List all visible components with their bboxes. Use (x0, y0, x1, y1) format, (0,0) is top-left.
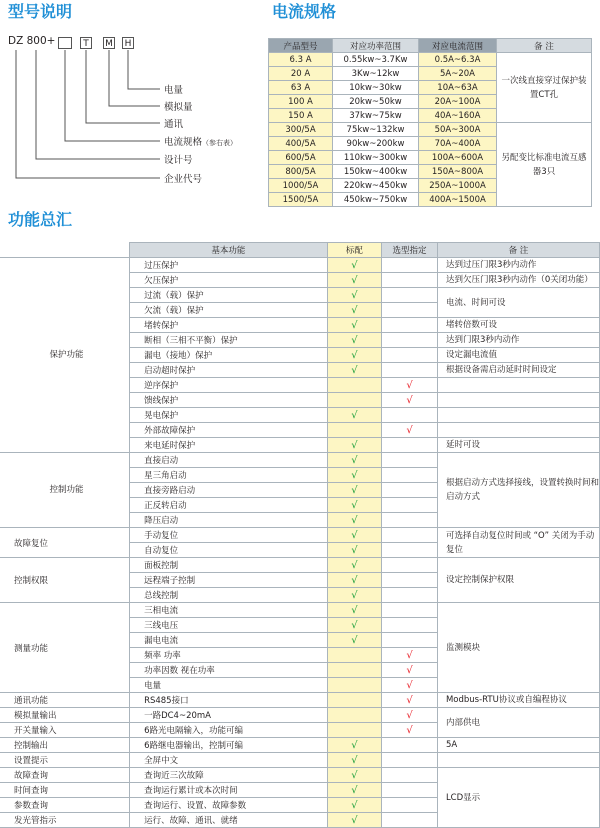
category-parameter-query: 参数查询 (0, 798, 130, 813)
function-name: 欠压保护 (130, 273, 328, 288)
optional-cell (382, 558, 438, 573)
model-label-communication: 通讯 (164, 119, 184, 130)
standard-check-icon: √ (327, 438, 381, 453)
optional-cell (382, 483, 438, 498)
function-row (0, 258, 600, 273)
spec-note-ct: 另配变比标准电流互感器3只 (497, 123, 592, 207)
function-name: 查询近三次故障 (130, 768, 328, 783)
function-note: 监测模块 (437, 603, 599, 693)
function-note-empty (437, 753, 599, 768)
spec-body (269, 53, 592, 207)
function-note: 5A (437, 738, 599, 753)
function-name: 自动复位 (130, 543, 328, 558)
standard-check-icon: √ (327, 468, 381, 483)
standard-check-icon: √ (327, 738, 381, 753)
function-name: 查询运行、设置、故障参数 (130, 798, 328, 813)
spec-cell-current: 100A~600A (419, 151, 497, 165)
function-note: 根据设备需启动延时时间设定 (437, 363, 599, 378)
function-name: 过流（载）保护 (130, 288, 328, 303)
spec-cell-current: 40A~160A (419, 109, 497, 123)
optional-check-icon: √ (382, 393, 438, 408)
function-name: 降压启动 (130, 513, 328, 528)
model-code-connector-lines (0, 0, 260, 200)
optional-cell (382, 363, 438, 378)
optional-check-icon: √ (382, 378, 438, 393)
function-note-empty (437, 393, 599, 408)
model-heading: 型号说明 (8, 2, 73, 21)
optional-cell (382, 438, 438, 453)
optional-cell (382, 588, 438, 603)
spec-cell-power: 220kw~450kw (333, 179, 419, 193)
optional-cell (382, 633, 438, 648)
optional-cell (382, 318, 438, 333)
spec-cell-model: 400/5A (269, 137, 333, 151)
function-name: 三相电流 (130, 603, 328, 618)
spec-cell-model: 300/5A (269, 123, 333, 137)
optional-cell (382, 753, 438, 768)
function-name: 启动超时保护 (130, 363, 328, 378)
category-fault-reset: 故障复位 (0, 528, 130, 558)
spec-header-current: 对应电流范围 (419, 39, 497, 53)
spec-cell-model: 150 A (269, 109, 333, 123)
optional-cell (382, 468, 438, 483)
standard-check-icon: √ (327, 618, 381, 633)
standard-check-icon: √ (327, 483, 381, 498)
optional-cell (382, 798, 438, 813)
model-label-current-spec-note: （参右表） (202, 139, 238, 147)
function-name: 星三角启动 (130, 468, 328, 483)
spec-header-row (269, 39, 592, 53)
function-header-row (0, 243, 600, 258)
function-note: 延时可设 (437, 438, 599, 453)
spec-cell-model: 800/5A (269, 165, 333, 179)
standard-check-icon: √ (327, 813, 381, 828)
optional-cell (382, 528, 438, 543)
function-name: 一路DC4~20mA (130, 708, 328, 723)
spec-cell-power: 450kw~750kw (333, 193, 419, 207)
spec-cell-power: 20kw~50kw (333, 95, 419, 109)
function-name: 外部故障保护 (130, 423, 328, 438)
model-code-box-m: M (103, 37, 115, 49)
spec-cell-model: 20 A (269, 67, 333, 81)
optional-check-icon: √ (382, 678, 438, 693)
function-note: 达到欠压门限3秒内动作（0关闭功能） (437, 273, 599, 288)
optional-check-icon: √ (382, 663, 438, 678)
function-note: 设定控制保护权限 (437, 558, 599, 603)
function-name: 功率因数 视在功率 (130, 663, 328, 678)
spec-cell-current: 150A~800A (419, 165, 497, 179)
standard-check-icon: √ (327, 543, 381, 558)
standard-cell (327, 663, 381, 678)
function-note: 堵转倍数可设 (437, 318, 599, 333)
optional-cell (382, 288, 438, 303)
model-label-design-no: 设计号 (164, 155, 193, 166)
model-code-box-h: H (122, 37, 134, 49)
spec-cell-current: 0.5A~6.3A (419, 53, 497, 67)
function-note-empty (437, 408, 599, 423)
optional-cell (382, 333, 438, 348)
function-row (0, 708, 600, 723)
function-name: 直接旁路启动 (130, 483, 328, 498)
standard-check-icon: √ (327, 573, 381, 588)
function-name: 漏电电流 (130, 633, 328, 648)
spec-note-direct: 一次线直接穿过保护装置CT孔 (497, 53, 592, 123)
function-table (0, 242, 600, 828)
function-heading: 功能总汇 (8, 210, 73, 229)
standard-check-icon: √ (327, 453, 381, 468)
category-control-output: 控制输出 (0, 738, 130, 753)
function-name: 总线控制 (130, 588, 328, 603)
spec-cell-current: 20A~100A (419, 95, 497, 109)
function-name: 逆序保护 (130, 378, 328, 393)
optional-cell (382, 738, 438, 753)
function-name: 频率 功率 (130, 648, 328, 663)
spec-cell-model: 1000/5A (269, 179, 333, 193)
function-header-standard: 标配 (327, 243, 381, 258)
optional-check-icon: √ (382, 423, 438, 438)
function-note: 电流、时间可设 (437, 288, 599, 318)
category-control-permission: 控制权限 (0, 558, 130, 603)
spec-cell-power: 90kw~200kw (333, 137, 419, 151)
standard-cell (327, 423, 381, 438)
function-name: 馈线保护 (130, 393, 328, 408)
optional-cell (382, 453, 438, 468)
function-note: 达到门限3秒内动作 (437, 333, 599, 348)
function-name: 三线电压 (130, 618, 328, 633)
model-code-prefix: DZ 800+ (8, 35, 56, 47)
function-body (0, 258, 600, 828)
optional-check-icon: √ (382, 693, 438, 708)
standard-cell (327, 693, 381, 708)
optional-cell (382, 513, 438, 528)
spec-cell-current: 10A~63A (419, 81, 497, 95)
function-note: Modbus-RTU协议或自编程协议 (437, 693, 599, 708)
function-name: 6路继电器输出，控制可编 (130, 738, 328, 753)
spec-cell-power: 37kw~75kw (333, 109, 419, 123)
standard-check-icon: √ (327, 528, 381, 543)
function-name: 查询运行累计或本次时间 (130, 783, 328, 798)
function-name: 全屏中文 (130, 753, 328, 768)
spec-table (268, 38, 592, 207)
standard-cell (327, 393, 381, 408)
spec-cell-model: 1500/5A (269, 193, 333, 207)
standard-check-icon: √ (327, 633, 381, 648)
spec-cell-model: 600/5A (269, 151, 333, 165)
optional-cell (382, 573, 438, 588)
optional-cell (382, 498, 438, 513)
function-name: 面板控制 (130, 558, 328, 573)
spec-heading: 电流规格 (272, 2, 337, 21)
optional-check-icon: √ (382, 723, 438, 738)
optional-cell (382, 408, 438, 423)
standard-check-icon: √ (327, 318, 381, 333)
standard-cell (327, 378, 381, 393)
standard-cell (327, 723, 381, 738)
function-name: 漏电（接地）保护 (130, 348, 328, 363)
spec-cell-model: 63 A (269, 81, 333, 95)
spec-cell-power: 75kw~132kw (333, 123, 419, 137)
function-name: 电量 (130, 678, 328, 693)
standard-cell (327, 708, 381, 723)
optional-cell (382, 618, 438, 633)
spec-cell-current: 50A~300A (419, 123, 497, 137)
function-row (0, 603, 600, 618)
spec-header-model: 产品型号 (269, 39, 333, 53)
function-note: LCD显示 (437, 768, 599, 828)
standard-cell (327, 678, 381, 693)
function-name: 欠流（载）保护 (130, 303, 328, 318)
function-row (0, 453, 600, 468)
model-label-energy: 电量 (164, 85, 184, 96)
category-switch-input: 开关量输入 (0, 723, 130, 738)
function-name: 来电延时保护 (130, 438, 328, 453)
function-name: 6路光电隔输入，功能可编 (130, 723, 328, 738)
spec-cell-current: 250A~1000A (419, 179, 497, 193)
function-name: 直接启动 (130, 453, 328, 468)
optional-cell (382, 303, 438, 318)
category-fault-query: 故障查询 (0, 768, 130, 783)
standard-check-icon: √ (327, 513, 381, 528)
optional-cell (382, 273, 438, 288)
spec-row (269, 53, 592, 67)
standard-cell (327, 648, 381, 663)
function-header-optional: 选型指定 (382, 243, 438, 258)
spec-cell-power: 110kw~300kw (333, 151, 419, 165)
function-header-category (0, 243, 130, 258)
standard-check-icon: √ (327, 588, 381, 603)
function-name: 运行、故障、通讯、就绪 (130, 813, 328, 828)
function-note: 内部供电 (437, 708, 599, 738)
model-label-analog: 模拟量 (164, 102, 193, 113)
category-analog-output: 模拟量输出 (0, 708, 130, 723)
optional-cell (382, 783, 438, 798)
standard-check-icon: √ (327, 558, 381, 573)
standard-check-icon: √ (327, 498, 381, 513)
spec-cell-model: 100 A (269, 95, 333, 109)
function-row (0, 768, 600, 783)
spec-header-power: 对应功率范围 (333, 39, 419, 53)
spec-cell-power: 3Kw~12kw (333, 67, 419, 81)
spec-cell-current: 70A~400A (419, 137, 497, 151)
function-name: 正反转启动 (130, 498, 328, 513)
standard-check-icon: √ (327, 303, 381, 318)
optional-check-icon: √ (382, 708, 438, 723)
spec-cell-power: 0.55kw~3.7Kw (333, 53, 419, 67)
optional-cell (382, 543, 438, 558)
spec-cell-current: 5A~20A (419, 67, 497, 81)
optional-check-icon: √ (382, 648, 438, 663)
category-time-query: 时间查询 (0, 783, 130, 798)
function-name: 晃电保护 (130, 408, 328, 423)
standard-check-icon: √ (327, 333, 381, 348)
standard-check-icon: √ (327, 288, 381, 303)
standard-check-icon: √ (327, 408, 381, 423)
standard-check-icon: √ (327, 798, 381, 813)
function-name: 手动复位 (130, 528, 328, 543)
standard-check-icon: √ (327, 753, 381, 768)
standard-check-icon: √ (327, 363, 381, 378)
function-name: 远程端子控制 (130, 573, 328, 588)
spec-cell-model: 6.3 A (269, 53, 333, 67)
function-note: 可选择自动复位时间或 “O” 关闭为手动复位 (437, 528, 599, 558)
optional-cell (382, 348, 438, 363)
standard-check-icon: √ (327, 603, 381, 618)
category-protection: 保护功能 (0, 258, 130, 453)
function-note-empty (437, 378, 599, 393)
spec-cell-current: 400A~1500A (419, 193, 497, 207)
function-row (0, 738, 600, 753)
category-led-indication: 发光管指示 (0, 813, 130, 828)
category-communication: 通讯功能 (0, 693, 130, 708)
function-note: 设定漏电流值 (437, 348, 599, 363)
function-row (0, 753, 600, 768)
standard-check-icon: √ (327, 258, 381, 273)
function-header-basic: 基本功能 (130, 243, 328, 258)
spec-cell-power: 150kw~400kw (333, 165, 419, 179)
standard-check-icon: √ (327, 783, 381, 798)
optional-cell (382, 603, 438, 618)
category-measurement: 测量功能 (0, 603, 130, 693)
standard-check-icon: √ (327, 768, 381, 783)
function-note-empty (437, 423, 599, 438)
spec-cell-power: 10kw~30kw (333, 81, 419, 95)
function-name: 断相（三相不平衡）保护 (130, 333, 328, 348)
category-setting-prompt: 设置提示 (0, 753, 130, 768)
function-note: 达到过压门限3秒内动作 (437, 258, 599, 273)
function-note: 根据启动方式选择接线，设置转换时间和启动方式 (437, 453, 599, 528)
category-control: 控制功能 (0, 453, 130, 528)
model-label-current-spec: 电流规格（参右表） (164, 137, 238, 148)
standard-check-icon: √ (327, 273, 381, 288)
optional-cell (382, 813, 438, 828)
spec-header-note: 备 注 (497, 39, 592, 53)
model-code-box-t: T (80, 37, 92, 49)
function-header-note: 备 注 (437, 243, 599, 258)
function-row (0, 528, 600, 543)
function-row (0, 693, 600, 708)
function-name: 堵转保护 (130, 318, 328, 333)
optional-cell (382, 258, 438, 273)
model-label-enterprise-code: 企业代号 (164, 174, 203, 185)
function-name: RS485接口 (130, 693, 328, 708)
function-row (0, 558, 600, 573)
optional-cell (382, 768, 438, 783)
standard-check-icon: √ (327, 348, 381, 363)
function-name: 过压保护 (130, 258, 328, 273)
spec-row (269, 123, 592, 137)
